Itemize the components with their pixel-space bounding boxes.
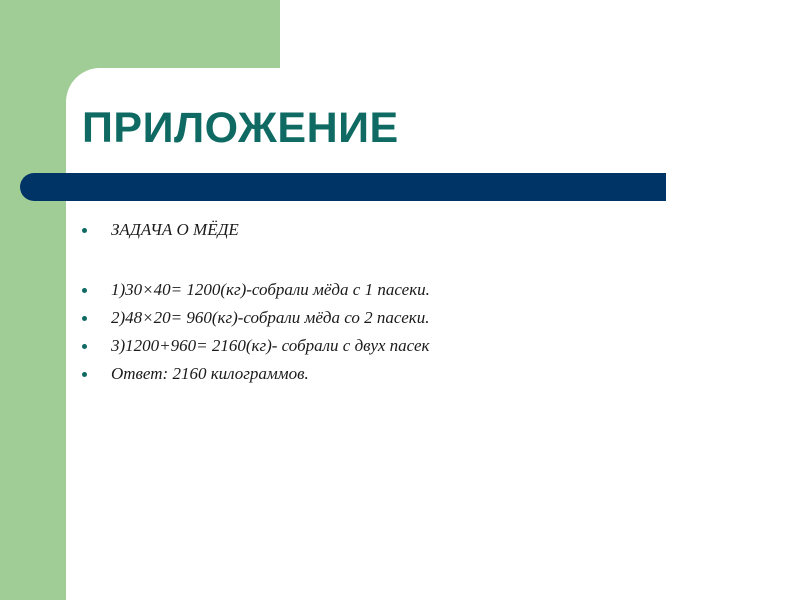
list-item xyxy=(80,332,430,360)
bullet-text: 2)48×20= 960(кг)-собрали мёда со 2 пасеки. xyxy=(111,308,430,327)
title-underline-bar xyxy=(20,173,666,201)
list-item xyxy=(80,276,430,304)
bullet-text: Ответ: 2160 килограммов. xyxy=(111,364,309,383)
bullet-icon xyxy=(82,288,87,293)
bullet-icon xyxy=(82,228,87,233)
bullet-text: 3)1200+960= 2160(кг)- собрали с двух пасек xyxy=(111,336,430,355)
bullet-icon xyxy=(82,316,87,321)
bullet-text: ЗАДАЧА О МЁДЕ xyxy=(111,220,239,239)
list-item xyxy=(80,216,430,244)
list-item xyxy=(80,304,430,332)
slide-title: ПРИЛОЖЕНИЕ xyxy=(82,104,399,152)
bullet-icon xyxy=(82,372,87,377)
bullet-text: 1)30×40= 1200(кг)-собрали мёда с 1 пасеки. xyxy=(111,280,430,299)
bullet-icon xyxy=(82,344,87,349)
bullet-list xyxy=(80,216,430,388)
list-item xyxy=(80,360,430,388)
